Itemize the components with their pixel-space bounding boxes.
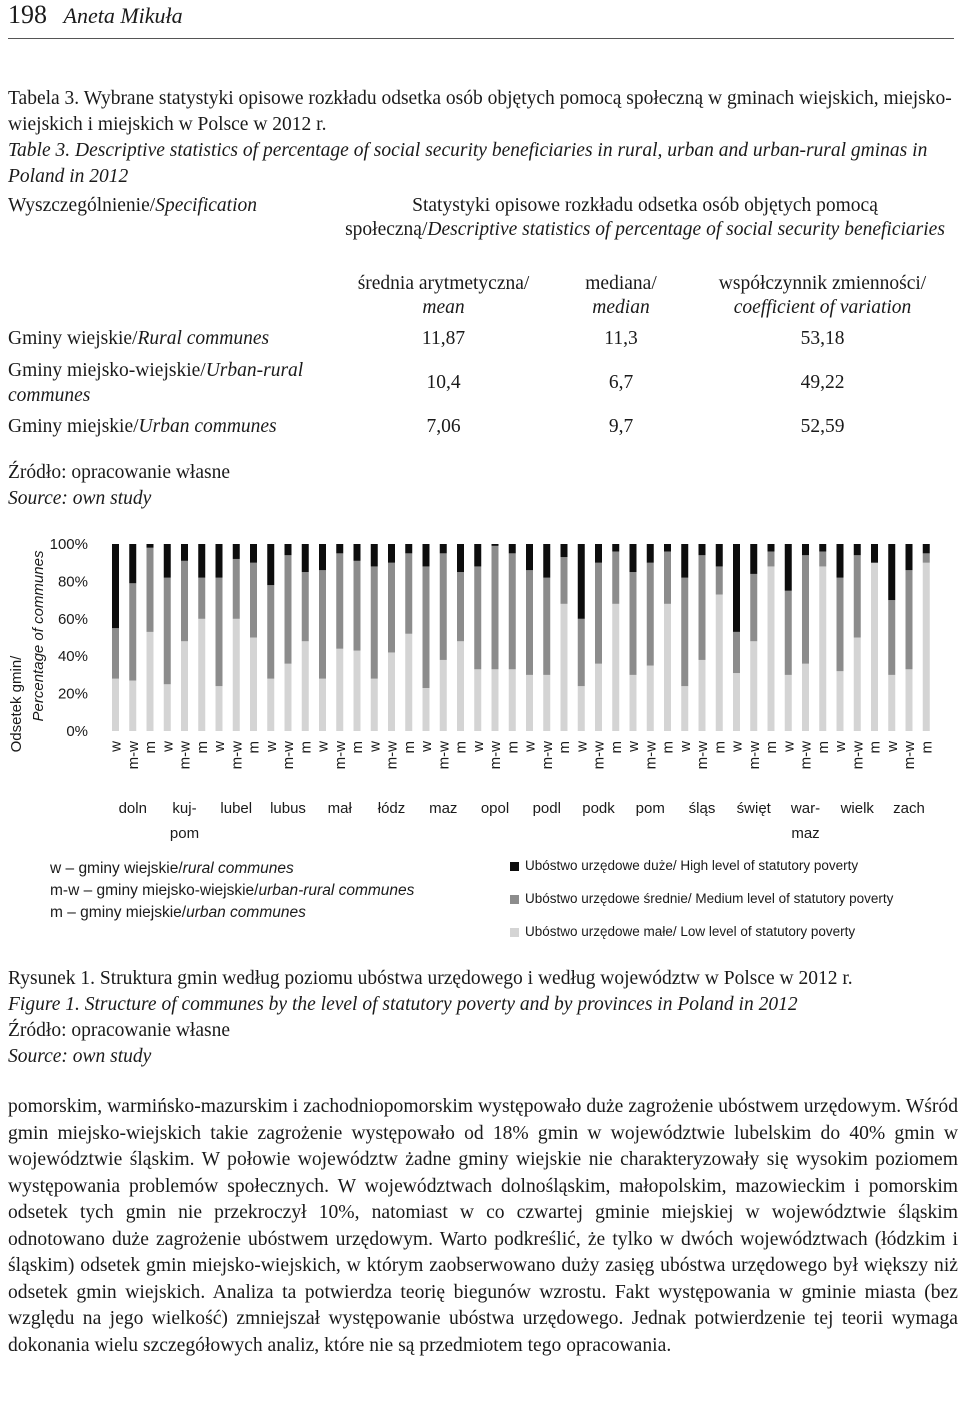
cell-mean: 7,06 <box>426 416 461 437</box>
province-label: zach <box>893 800 925 817</box>
bar-segment-low <box>216 686 223 731</box>
table-row <box>8 354 954 412</box>
bar-segment-high <box>768 544 775 551</box>
bar-segment-high <box>888 544 895 600</box>
header-rule <box>8 38 954 39</box>
x-type-label: m <box>452 741 470 754</box>
col-cv-header: współczynnik zmienności/ coefficient of variation <box>718 273 927 318</box>
province-label: kuj- <box>172 800 197 817</box>
type-legend <box>50 858 414 924</box>
bar-segment-medium <box>612 551 619 603</box>
x-type-label: w <box>676 741 694 752</box>
bar-segment-low <box>147 632 154 731</box>
bar-segment-low <box>716 594 723 731</box>
bar-segment-high <box>319 544 326 570</box>
x-type-label: m-w <box>694 741 711 770</box>
bar-segment-medium <box>319 570 326 678</box>
table-source <box>8 460 954 512</box>
legend-high: Ubóstwo urzędowe duże/ High level of statutory poverty <box>510 858 893 891</box>
bar-segment-high <box>854 544 861 555</box>
y-tick-label: 100% <box>49 536 88 553</box>
cell-cv: 52,59 <box>800 416 845 437</box>
bar-segment-low <box>768 566 775 731</box>
bar-segment-low <box>785 675 792 731</box>
legend-type-m: m – gminy miejskie/urban communes <box>50 904 306 921</box>
province-label: maz <box>791 825 820 842</box>
bar-segment-high <box>405 544 412 553</box>
bar-segment-medium <box>578 619 585 686</box>
bar-segment-medium <box>664 551 671 603</box>
bar-segment-high <box>423 544 430 566</box>
series-legend <box>510 858 893 957</box>
cell-median: 11,3 <box>604 328 638 349</box>
bar-segment-medium <box>302 572 309 641</box>
bar-segment-low <box>492 669 499 731</box>
bar-segment-high <box>923 544 930 553</box>
cell-median: 9,7 <box>608 416 634 437</box>
bar-segment-medium <box>647 563 654 666</box>
figure-caption-en: Figure 1. Structure of communes by the level of statutory poverty and by provinces in Poland in 2012 <box>8 994 798 1015</box>
bar-segment-low <box>733 673 740 731</box>
x-type-label: m-w <box>331 741 349 770</box>
bar-segment-medium <box>750 574 757 641</box>
bar-segment-low <box>457 641 464 731</box>
bar-segment-low <box>319 679 326 731</box>
bar-segment-low <box>647 666 654 731</box>
bar-segment-medium <box>164 578 171 685</box>
x-type-label: w <box>573 741 591 752</box>
bar-segment-low <box>509 669 516 731</box>
bar-segment-low <box>440 660 447 731</box>
bar-segment-low <box>233 619 240 731</box>
running-header <box>8 0 183 30</box>
cell-cv: 49,22 <box>800 372 845 393</box>
bar-segment-medium <box>423 566 430 688</box>
x-type-label: m-w <box>849 741 867 770</box>
bar-segment-high <box>216 544 223 578</box>
bar-segment-medium <box>854 555 861 637</box>
bar-segment-medium <box>457 572 464 641</box>
bar-segment-low <box>129 681 136 731</box>
x-type-label: m <box>659 741 677 754</box>
bar-segment-low <box>854 638 861 732</box>
bar-segment-medium <box>285 555 292 663</box>
stats-table <box>8 194 954 442</box>
x-type-label: m <box>504 741 522 754</box>
bar-segment-medium <box>509 553 516 669</box>
x-type-label: m <box>349 741 366 754</box>
bar-segment-high <box>147 544 154 548</box>
bar-segment-low <box>819 566 826 731</box>
bar-segment-low <box>354 651 361 731</box>
x-type-label: w <box>418 741 435 752</box>
table-caption <box>8 86 954 190</box>
x-type-label: m <box>193 741 211 754</box>
table-source-pl: Źródło: opracowanie własne <box>8 462 231 483</box>
bar-segment-high <box>457 544 464 572</box>
bar-segment-medium <box>354 561 361 651</box>
bar-segment-low <box>543 675 550 731</box>
group-header: Statystyki opisowe rozkładu odsetka osób objętych pomocą społeczną/Descriptive statistics of percentage of social security beneficiaries <box>345 195 945 240</box>
province-label: śląs <box>688 800 716 817</box>
bar-segment-low <box>595 664 602 731</box>
bar-segment-medium <box>785 591 792 675</box>
x-type-label: m-w <box>642 741 660 770</box>
province-label: opol <box>480 800 510 817</box>
bar-segment-high <box>164 544 171 578</box>
bar-segment-low <box>267 679 274 731</box>
y-tick-label: 80% <box>57 573 88 591</box>
bar-segment-low <box>871 563 878 731</box>
x-type-label: m <box>297 741 315 754</box>
x-type-label: m-w <box>280 741 297 770</box>
bar-segment-medium <box>129 583 136 680</box>
bar-segment-medium <box>198 578 205 619</box>
x-type-label: m <box>245 741 263 754</box>
bar-segment-low <box>474 669 481 731</box>
bar-segment-high <box>664 544 671 551</box>
x-type-label: m-w <box>538 741 556 770</box>
x-type-label: m-w <box>228 741 246 770</box>
x-type-label: w <box>469 741 487 752</box>
y-axis-label-en: Percentage of communes <box>30 550 47 722</box>
author-name: Aneta Mikuła <box>63 3 183 28</box>
bar-segment-medium <box>526 570 533 675</box>
table-caption-en: Table 3. Descriptive statistics of percentage of social security beneficiaries in rural, urban and urban-rural gminas in Poland in 2012 <box>8 140 928 187</box>
bar-segment-high <box>129 544 136 583</box>
y-tick-label: 20% <box>57 685 88 703</box>
bar-segment-low <box>181 641 188 731</box>
col-median-header: mediana/ median <box>585 273 657 318</box>
bar-segment-medium <box>561 557 568 604</box>
bar-segment-medium <box>699 555 706 660</box>
x-type-label: w <box>832 741 849 752</box>
bar-segment-low <box>302 641 309 731</box>
bar-segment-high <box>750 544 757 574</box>
bar-segment-low <box>371 679 378 731</box>
province-label: łódz <box>377 800 406 817</box>
bar-segment-high <box>336 544 343 553</box>
bar-segment-high <box>440 544 447 553</box>
bar-segment-high <box>871 544 878 563</box>
bar-segment-low <box>423 688 430 731</box>
bar-segment-high <box>785 544 792 591</box>
bar-segment-low <box>526 675 533 731</box>
bar-segment-low <box>578 686 585 731</box>
x-type-label: w <box>211 741 228 752</box>
province-label: maz <box>429 800 458 817</box>
x-type-label: m <box>400 741 418 754</box>
bar-segment-high <box>250 544 257 563</box>
legend-type-mw: m-w – gminy miejsko-wiejskie/urban-rural communes <box>50 882 415 899</box>
bar-segment-high <box>837 544 844 578</box>
row-label: Gminy wiejskie/Rural communes <box>8 328 270 349</box>
bar-segment-low <box>888 675 895 731</box>
province-label: lubus <box>270 800 306 817</box>
x-type-label: w <box>883 741 901 752</box>
bar-segment-medium <box>267 585 274 679</box>
bar-segment-medium <box>906 570 913 669</box>
bar-segment-medium <box>595 563 602 664</box>
bar-segment-high <box>526 544 533 570</box>
table-row <box>8 412 954 442</box>
table-caption-pl: Tabela 3. Wybrane statystyki opisowe rozkładu odsetka osób objętych pomocą społeczną w gminach wiejskich, miejsko-wiejskich i miejskich w Polsce w 2012 r. <box>8 88 952 135</box>
legend-low: Ubóstwo urzędowe małe/ Low level of statutory poverty <box>510 924 893 957</box>
x-type-label: m <box>711 741 729 754</box>
province-label: podk <box>582 800 615 817</box>
bar-segment-low <box>802 664 809 731</box>
cell-median: 6,7 <box>608 372 634 393</box>
bar-segment-low <box>561 604 568 731</box>
bar-segment-high <box>267 544 274 585</box>
bar-segment-low <box>837 671 844 731</box>
bar-segment-high <box>181 544 188 561</box>
bar-segment-low <box>750 641 757 731</box>
province-label: podl <box>532 800 561 817</box>
bar-segment-high <box>388 544 395 563</box>
figure-source-pl: Źródło: opracowanie własne <box>8 1020 231 1041</box>
x-type-label: w <box>625 741 642 752</box>
bar-segment-medium <box>181 561 188 641</box>
x-type-label: m-w <box>797 741 815 770</box>
figure-caption <box>8 966 954 1070</box>
figure-caption-pl: Rysunek 1. Struktura gmin według poziomu ubóstwa urzędowego i według województw w Polsce w 2012 r. <box>8 968 853 989</box>
x-type-label: w <box>366 741 384 752</box>
bar-segment-medium <box>837 578 844 672</box>
province-label: lubel <box>220 800 253 817</box>
bar-segment-high <box>716 544 723 566</box>
bar-segment-high <box>906 544 913 570</box>
bar-segment-medium <box>733 632 740 673</box>
bar-segment-medium <box>923 553 930 562</box>
bar-segment-high <box>233 544 240 559</box>
x-type-label: m <box>607 741 625 754</box>
x-type-label: m-w <box>124 741 142 770</box>
x-type-label: m <box>142 741 159 754</box>
bar-segment-high <box>543 544 550 578</box>
bar-segment-low <box>699 660 706 731</box>
bar-segment-medium <box>819 551 826 566</box>
cell-cv: 53,18 <box>800 328 845 349</box>
bar-segment-medium <box>112 628 119 678</box>
bar-segment-high <box>578 544 585 619</box>
cell-mean: 10,4 <box>426 372 461 393</box>
bar-segment-high <box>302 544 309 572</box>
bar-segment-medium <box>216 578 223 686</box>
x-type-label: m <box>918 741 936 754</box>
col-mean-header: średnia arytmetyczna/ mean <box>357 273 530 318</box>
bar-segment-high <box>509 544 516 553</box>
bar-segment-medium <box>681 578 688 686</box>
y-tick-label: 60% <box>57 610 88 628</box>
bar-segment-high <box>612 544 619 551</box>
x-type-label: m-w <box>901 741 918 770</box>
row-label: Gminy miejsko-wiejskie/Urban-rural communes <box>8 360 304 406</box>
table-source-en: Source: own study <box>8 488 152 509</box>
bar-segment-high <box>699 544 706 555</box>
figure-source-en: Source: own study <box>8 1046 152 1067</box>
bar-segment-low <box>112 679 119 731</box>
bar-segment-medium <box>250 563 257 638</box>
bar-segment-high <box>595 544 602 563</box>
x-type-label: w <box>780 741 798 752</box>
page-number: 198 <box>8 0 47 29</box>
legend-medium: Ubóstwo urzędowe średnie/ Medium level of statutory poverty <box>510 891 893 924</box>
x-type-label: m-w <box>487 741 504 770</box>
bar-segment-high <box>474 544 481 566</box>
bar-segment-medium <box>371 566 378 678</box>
bar-segment-low <box>681 686 688 731</box>
x-type-label: w <box>262 741 280 752</box>
legend-swatch-high <box>510 862 519 871</box>
x-type-label: w <box>159 741 177 752</box>
legend-swatch-medium <box>510 895 519 904</box>
x-type-label: m-w <box>176 741 194 770</box>
bar-segment-high <box>354 544 361 561</box>
y-axis-label-pl: Odsetek gmin/ <box>8 655 25 753</box>
bar-segment-medium <box>405 553 412 633</box>
bar-segment-medium <box>768 551 775 566</box>
bar-segment-high <box>733 544 740 632</box>
bar-segment-medium <box>630 572 637 675</box>
x-type-label: w <box>107 741 125 752</box>
bar-segment-medium <box>440 553 447 660</box>
x-type-label: w <box>521 741 539 752</box>
bar-segment-low <box>198 619 205 731</box>
bar-segment-high <box>802 544 809 555</box>
bar-segment-medium <box>336 553 343 648</box>
x-type-label: m-w <box>383 741 401 770</box>
bar-segment-high <box>371 544 378 566</box>
bar-segment-medium <box>716 566 723 594</box>
province-label: war- <box>790 800 821 817</box>
bar-segment-low <box>336 649 343 731</box>
province-label: mał <box>327 800 352 817</box>
bar-segment-high <box>819 544 826 551</box>
legend-type-w: w – gminy wiejskie/rural communes <box>50 860 294 877</box>
bar-segment-low <box>285 664 292 731</box>
bar-segment-high <box>492 544 499 546</box>
bar-segment-low <box>388 652 395 731</box>
x-type-label: w <box>314 741 332 752</box>
x-type-label: m-w <box>590 741 608 770</box>
province-label: pom <box>635 800 665 817</box>
x-type-label: m <box>814 741 832 754</box>
province-label: doln <box>118 800 147 817</box>
bar-segment-medium <box>802 555 809 663</box>
body-paragraph: pomorskim, warmińsko-mazurskim i zachodniopomorskim występowało duże zagrożenie ubóstwem urzędowym. Wśród gmin miejsko-wiejskich takie zagrożenie występowało od 18% gmin w województwie lubelskim do 40% gmin w województwie śląskim. W połowie województw żadne gminy wiejskie nie charakteryzowały się wysokim poziomem występowania problemów społecznych. W województwach dolnośląskim, małopolskim, mazowieckim i pomorskim odsetek tych gmin nie przekroczył 10%, natomiast w co czwartej gminie miejskiej w województwie śląskim odnotowano duże zagrożenie ubóstwem urzędowym. Warto podkreślić, że tylko w dwóch województwach (łódzkim i śląskim) odsetek gmin miejsko-wiejskich, w którym zaobserwowano duży zasięg ubóstwa urzędowego był większy niż odsetek gmin wiejskich. Analiza ta potwierdza teorię biegunów wzrostu. Fakt występowania w gminie miasta (bez względu na jego wielkość) zmniejszał występowanie ubóstwa urzędowego. Jednak potwierdzenie tej teorii wymaga dokonania wielu szczegółowych analiz, które nie są przedmiotem tego opracowania. <box>8 1096 958 1356</box>
bar-segment-low <box>630 675 637 731</box>
bar-segment-low <box>664 604 671 731</box>
bar-segment-high <box>647 544 654 563</box>
province-label: święt <box>736 800 771 817</box>
x-type-label: m-w <box>435 741 453 770</box>
bar-segment-medium <box>492 546 499 669</box>
bar-segment-low <box>164 684 171 731</box>
bar-segment-medium <box>543 578 550 675</box>
x-type-label: m <box>866 741 884 754</box>
bar-segment-low <box>405 634 412 731</box>
legend-swatch-low <box>510 928 519 937</box>
x-type-label: m <box>556 741 573 754</box>
x-type-label: m <box>763 741 780 754</box>
bar-segment-low <box>906 669 913 731</box>
province-label: pom <box>169 825 200 842</box>
bar-segment-medium <box>147 548 154 632</box>
bar-segment-medium <box>233 559 240 619</box>
bar-segment-medium <box>474 566 481 669</box>
table-row <box>8 324 954 354</box>
bar-segment-medium <box>888 600 895 675</box>
bar-segment-high <box>112 544 119 628</box>
cell-mean: 11,87 <box>421 328 466 349</box>
bar-segment-high <box>630 544 637 572</box>
bar-segment-high <box>561 544 568 557</box>
bar-segment-high <box>198 544 205 578</box>
bar-segment-low <box>250 638 257 732</box>
row-label: Gminy miejskie/Urban communes <box>8 416 277 437</box>
y-tick-label: 0% <box>66 723 88 740</box>
x-type-label: m-w <box>745 741 763 770</box>
stacked-bar-chart <box>0 526 960 846</box>
province-label: wielk <box>840 800 874 817</box>
bar-segment-high <box>285 544 292 555</box>
bar-segment-high <box>681 544 688 578</box>
y-tick-label: 40% <box>57 648 88 666</box>
bar-segment-low <box>612 604 619 731</box>
bar-segment-medium <box>388 563 395 653</box>
bar-segment-low <box>923 563 930 731</box>
spec-header: Wyszczególnienie/Specification <box>8 195 257 216</box>
x-type-label: w <box>728 741 746 752</box>
